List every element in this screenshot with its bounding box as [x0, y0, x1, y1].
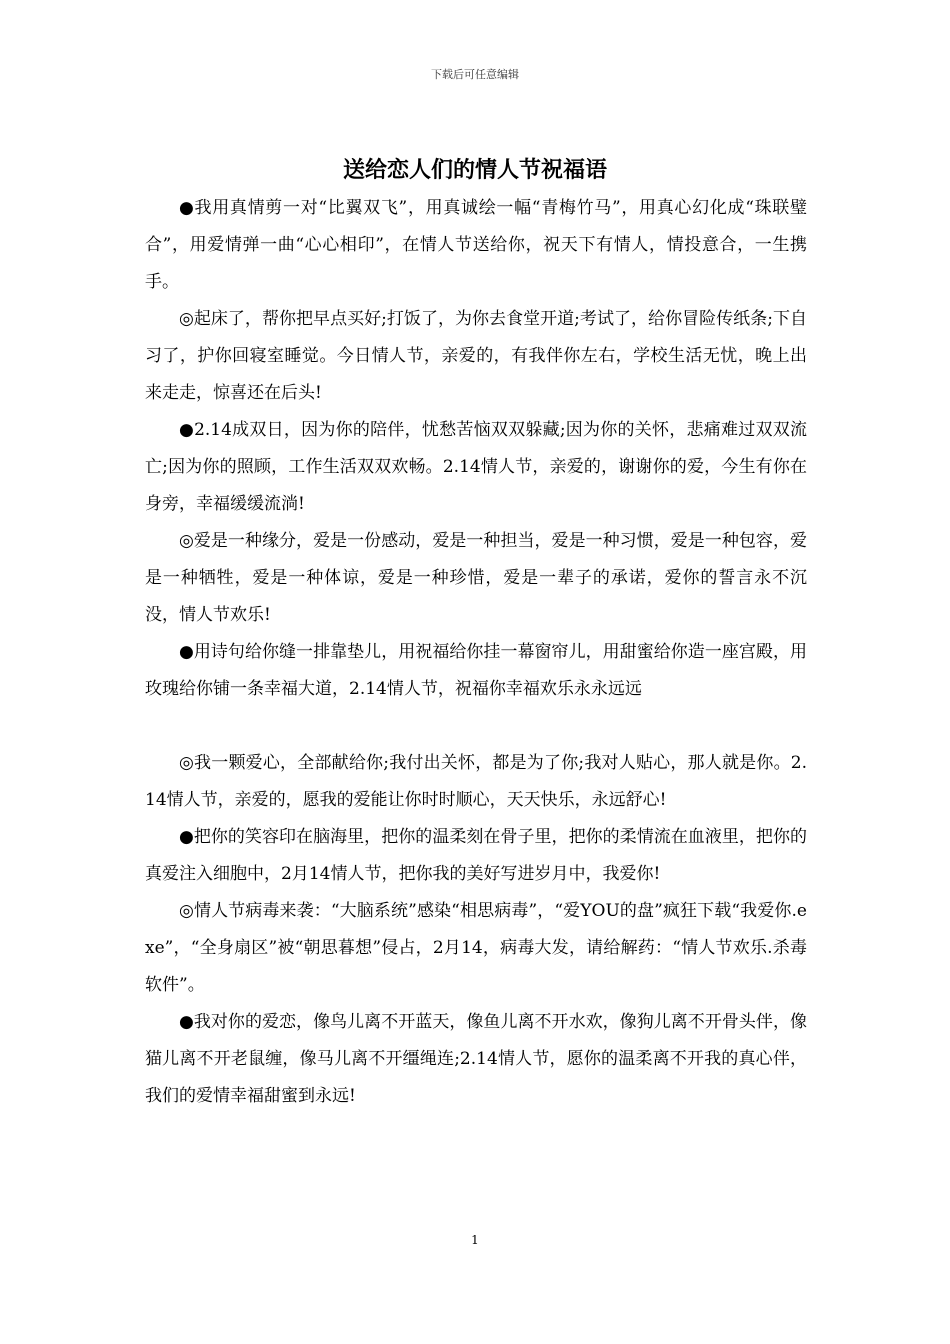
- document-body: [145, 190, 807, 1115]
- paragraph: ●用诗句给你缝一排靠垫儿，用祝福给你挂一幕窗帘儿，用甜蜜给你造一座宫殿，用玫瑰给你铺一条幸福大道，2.14情人节，祝福你幸福欢乐永永远远: [145, 642, 807, 699]
- paragraph: ◎爱是一种缘分，爱是一份感动，爱是一种担当，爱是一种习惯，爱是一种包容，爱是一种牺牲，爱是一种体谅，爱是一种珍惜，爱是一辈子的承诺，爱你的誓言永不沉没，情人节欢乐!: [145, 531, 807, 625]
- paragraph: ●我对你的爱恋，像鸟儿离不开蓝天，像鱼儿离不开水欢，像狗儿离不开骨头伴，像猫儿离不开老鼠缠，像马儿离不开缰绳连;2.14情人节，愿你的温柔离不开我的真心伴，我们的爱情幸福甜蜜到永远!: [145, 1012, 807, 1106]
- paragraph: ●把你的笑容印在脑海里，把你的温柔刻在骨子里，把你的柔情流在血液里，把你的真爱注入细胞中，2月14情人节，把你我的美好写进岁月中，我爱你!: [145, 827, 807, 884]
- paragraph: ◎起床了，帮你把早点买好;打饭了，为你去食堂开道;考试了，给你冒险传纸条;下自习了，护你回寝室睡觉。今日情人节，亲爱的，有我伴你左右，学校生活无忧，晚上出来走走，惊喜还在后头!: [145, 309, 807, 403]
- blank-line: [145, 708, 807, 745]
- document-title: 送给恋人们的情人节祝福语: [342, 158, 607, 183]
- paragraph: ●我用真情剪一对“比翼双飞”，用真诚绘一幅“青梅竹马”，用真心幻化成“珠联璧合”，用爱情弹一曲“心心相印”，在情人节送给你，祝天下有情人，情投意合，一生携手。: [145, 198, 807, 292]
- page-number: 1: [471, 1233, 479, 1247]
- paragraph: ◎情人节病毒来袭：“大脑系统”感染“相思病毒”，“爱YOU的盘”疯狂下载“我爱你.exe”，“全身扇区”被“朝思暮想”侵占，2月14，病毒大发，请给解药：“情人节欢乐.杀毒软件”。: [145, 901, 807, 995]
- paragraph: ◎我一颗爱心，全部献给你;我付出关怀，都是为了你;我对人贴心，那人就是你。2.14情人节，亲爱的，愿我的爱能让你时时顺心，天天快乐，永远舒心!: [145, 753, 807, 810]
- page-header: 下载后可任意编辑: [431, 68, 519, 81]
- paragraph: ●2.14成双日，因为你的陪伴，忧愁苦恼双双躲藏;因为你的关怀，悲痛难过双双流亡;因为你的照顾，工作生活双双欢畅。2.14情人节，亲爱的，谢谢你的爱，今生有你在身旁，幸福缓缓流淌!: [145, 420, 807, 514]
